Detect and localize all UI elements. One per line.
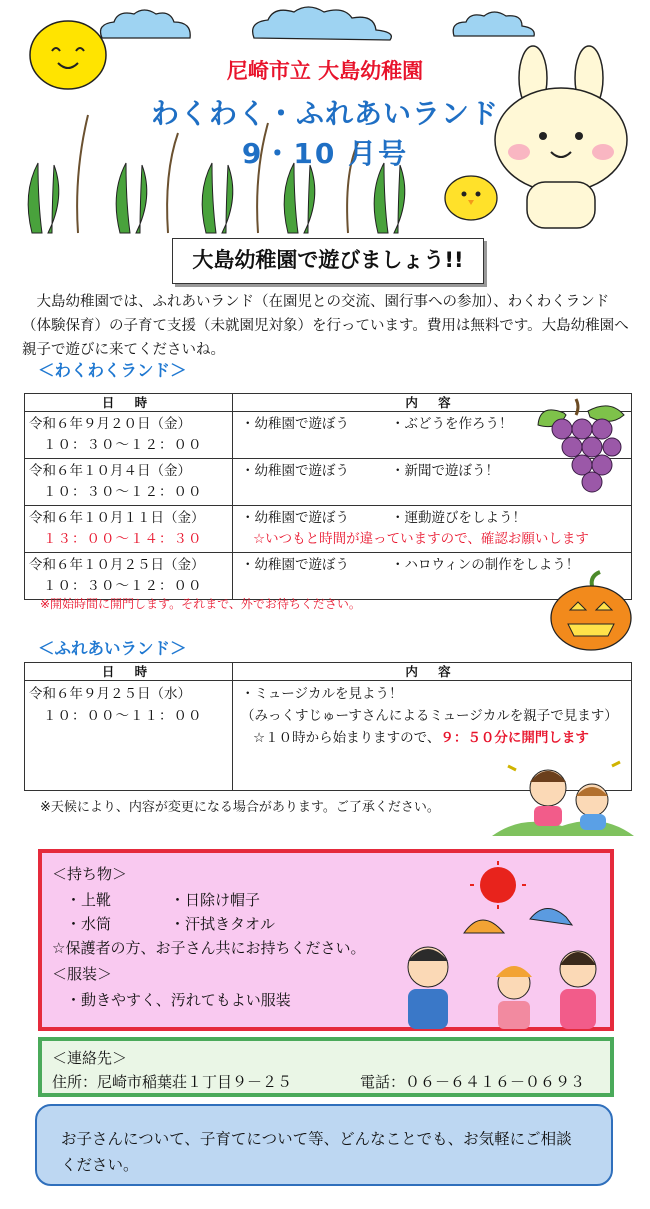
fureai-heading: ＜ふれあいランド＞ (38, 639, 187, 658)
newsletter-title: わくわく・ふれあいランド (150, 97, 499, 130)
start-note: ☆１０時から始まりますので、 (253, 730, 441, 746)
time-change-warning: ☆いつもと時間が違っていますので、確認お願いします (253, 531, 589, 547)
contact-box (38, 1037, 614, 1097)
weather-note: ※天候により、内容が変更になる場合があります。ご了承ください。 (40, 800, 440, 815)
grapes-illustration (534, 395, 630, 495)
table-row (25, 506, 632, 553)
belonging-item: ・上靴 (66, 891, 112, 909)
belongings-title: ＜持ち物＞ (52, 865, 128, 883)
contact-phone: 電話：０６－６４１６－０６９３ (360, 1073, 586, 1091)
row-date: 令和６年１０月１１日（金） (29, 510, 205, 526)
row-activity: ・幼稚園で遊ぼう (241, 416, 349, 432)
row-activity: ・幼稚園で遊ぼう (241, 557, 349, 573)
cloud-icon (92, 8, 212, 48)
header (0, 0, 650, 235)
row-activity: ・運動遊びをしよう！ (391, 510, 526, 526)
chick-illustration (442, 170, 500, 224)
row-time: １０：００～１１：００ (43, 708, 203, 724)
banner-heading: 大島幼稚園で遊びましょう!! (172, 238, 484, 284)
cloud-icon (244, 4, 424, 48)
consultation-message: お子さんについて、子育てについて等、どんなことでも、お気軽にご相談ください。 (61, 1130, 572, 1174)
contact-address: 住所：尼崎市稲葉荘１丁目９－２５ (52, 1073, 293, 1091)
dress-item: ・動きやすく、汚れてもよい服装 (66, 991, 291, 1009)
row-activity: ・幼稚園で遊ぼう (241, 510, 349, 526)
row-time: １０：３０～１２：００ (43, 484, 203, 500)
col-date: 日 時 (25, 394, 233, 412)
row-time: １０：３０～１２：００ (43, 437, 203, 453)
row-date: 令和６年９月２０日（金） (29, 416, 191, 432)
opening-note: ※開始時間に開門します。それまで、外でお待ちください。 (40, 597, 361, 611)
belonging-item: ・水筒 (66, 915, 112, 933)
pumpkin-illustration (548, 570, 634, 652)
row-activity-detail: （みっくすじゅーすさんによるミュージカルを親子で見ます） (241, 708, 618, 724)
contact-title: ＜連絡先＞ (52, 1049, 128, 1067)
row-activity: ・幼稚園で遊ぼう (241, 463, 349, 479)
intro-paragraph: 大島幼稚園では、ふれあいランド（在園児との交流、園行事への参加）、わくわくランド（体験保育）の子育て支援（未就園児対象）を行っています。費用は無料です。大島幼稚園へ親子で遊びに来てくださいね。 (22, 294, 629, 358)
row-activity: ・ハロウィンの制作をしよう！ (391, 557, 580, 573)
consultation-box (35, 1104, 613, 1186)
belonging-item: ・日除け帽子 (170, 891, 261, 909)
school-name: 尼崎市立 大島幼稚園 (226, 59, 424, 83)
belonging-item: ・汗拭きタオル (170, 915, 276, 933)
row-date: 令和６年１０月２５日（金） (29, 557, 205, 573)
col-content: 内 容 (233, 663, 632, 681)
row-date: 令和６年９月２５日（水） (29, 686, 191, 702)
col-date: 日 時 (25, 663, 233, 681)
issue-label: 9・10 月号 (241, 137, 409, 170)
row-activity: ・ミュージカルを見よう！ (241, 686, 403, 702)
gate-open-note: ９：５０分に開門します (440, 730, 589, 746)
col-content: 内 容 (233, 394, 632, 412)
belongings-box (38, 849, 614, 1031)
table-row (25, 553, 632, 600)
row-activity: ・ぶどうを作ろう！ (391, 416, 513, 432)
wakuwaku-heading: ＜わくわくランド＞ (38, 361, 187, 380)
table-header-row (25, 663, 632, 681)
dress-title: ＜服装＞ (52, 965, 113, 983)
row-time: １３：００～１４：３０ (43, 531, 203, 547)
row-date: 令和６年１０月４日（金） (29, 463, 191, 479)
children-illustration (488, 752, 636, 838)
row-activity: ・新聞で遊ぼう！ (391, 463, 499, 479)
row-time: １０：３０～１２：００ (43, 578, 203, 594)
belongings-note: ☆保護者の方、お子さん共にお持ちください。 (52, 939, 366, 957)
family-illustration (402, 861, 608, 1029)
